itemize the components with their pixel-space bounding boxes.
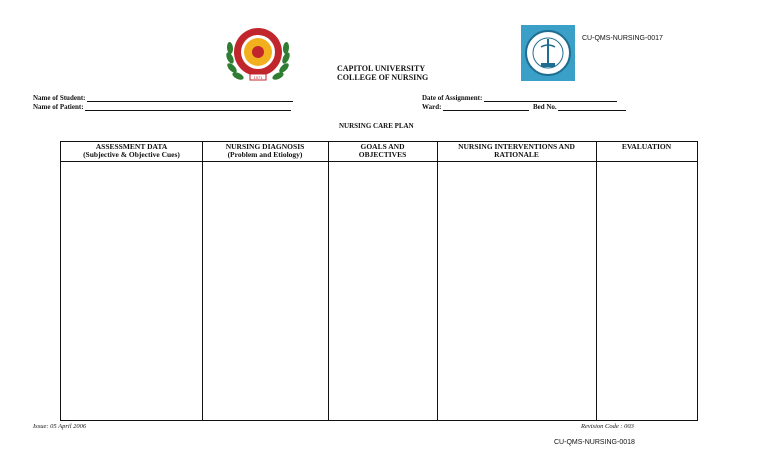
header-line: (Problem and Etiology) [227,150,303,159]
nursing-interventions-cell[interactable] [438,162,596,420]
student-input-line[interactable] [87,93,293,102]
ward-label: Ward: [422,103,442,111]
header-doc-code: CU-QMS-NURSING-0017 [582,35,663,42]
header-line: ASSESSMENT DATA [95,142,168,151]
header-assessment-data [61,143,202,159]
assessment-data-cell[interactable] [61,162,202,420]
assignment-label: Date of Assignment: [422,94,483,102]
evaluation-cell[interactable] [597,162,697,420]
seal-year: 1971 [253,75,263,80]
issue-date: Issue: 05 April 2006 [33,423,87,430]
header-line: GOALS AND [360,142,405,151]
patient-label: Name of Patient: [33,103,84,111]
capitol-university-seal-icon [222,22,294,84]
university-name: CAPITOL UNIVERSITY [337,64,426,73]
bed-input-line[interactable] [558,102,626,111]
header-nursing-diagnosis [202,143,328,159]
header-evaluation [596,143,697,151]
goals-objectives-cell[interactable] [329,162,437,420]
header-line: NURSING DIAGNOSIS [225,142,305,151]
header-line: EVALUATION [621,142,672,151]
header-line: (Subjective & Objective Cues) [83,150,180,159]
header-line: RATIONALE [494,150,539,159]
bed-label: Bed No. [532,103,557,111]
ward-bed-field [422,102,626,111]
revision-code: Revision Code : 003 [581,423,634,430]
nursing-seal-icon [521,25,575,81]
student-field [33,93,293,102]
nursing-diagnosis-cell[interactable] [203,162,328,420]
college-name: COLLEGE OF NURSING [337,73,429,82]
header-nursing-interventions [437,143,596,159]
header-line: NURSING INTERVENTIONS AND [458,142,575,151]
patient-field [33,102,291,111]
patient-input-line[interactable] [85,102,291,111]
student-label: Name of Student: [33,94,86,102]
care-plan-table [60,141,698,421]
header-line: OBJECTIVES [358,150,407,159]
assignment-input-line[interactable] [484,93,617,102]
ward-input-line[interactable] [443,102,529,111]
form-title: NURSING CARE PLAN [339,122,414,130]
assignment-field [422,93,617,102]
header-goals-objectives [328,143,437,159]
footer-doc-code: CU-QMS-NURSING-0018 [554,439,635,446]
